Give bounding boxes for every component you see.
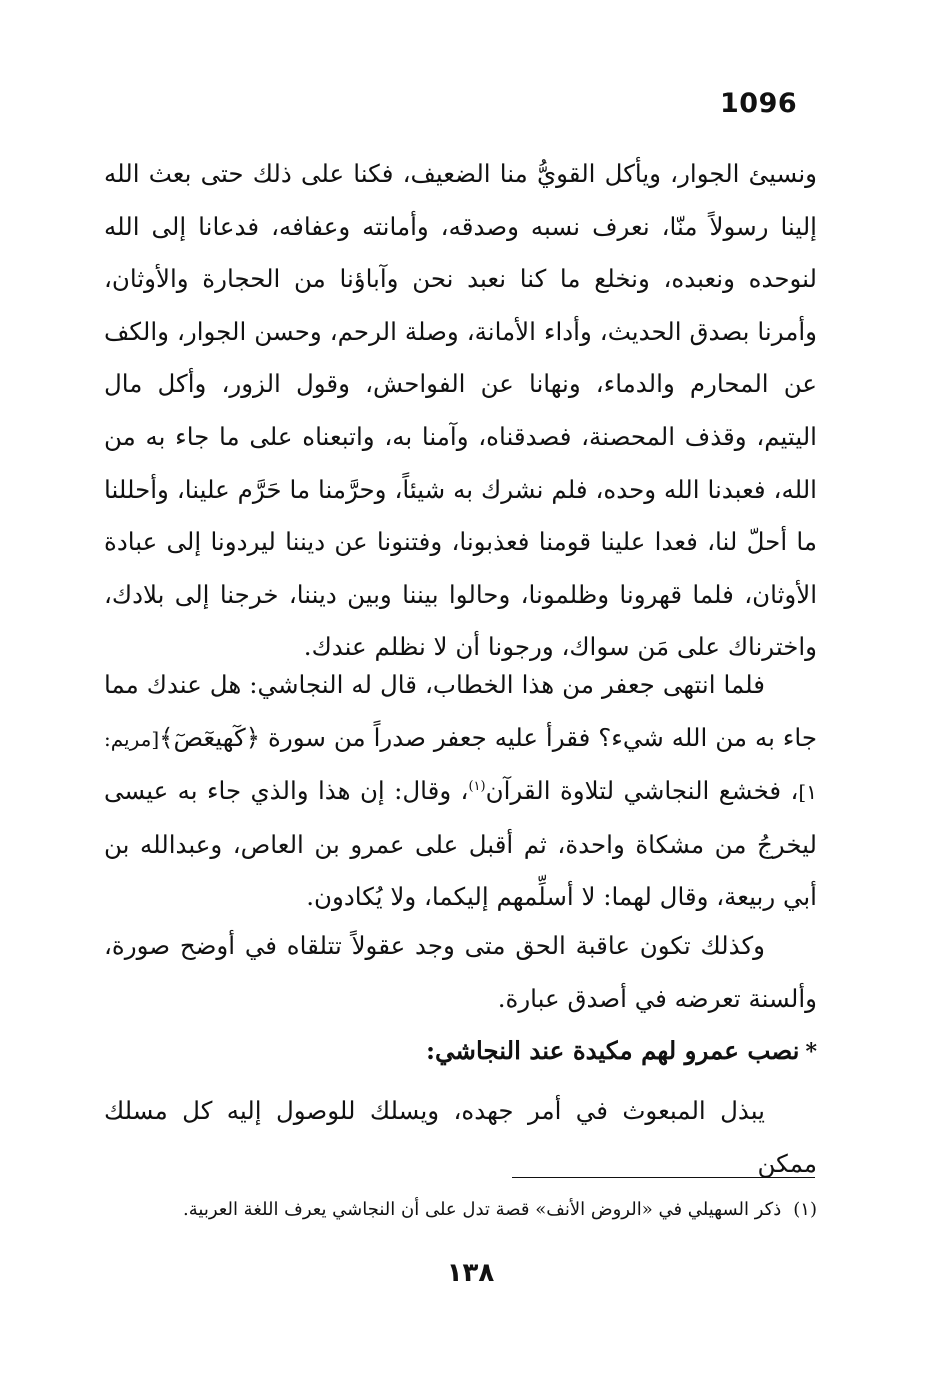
paragraph-segment: فلما انتهى جعفر من هذا الخطاب، قال له النجاشي: هل عندك مما جاء به من الله شيء؟ فقرأ عليه جعفر صدراً من سورة: [104, 670, 817, 752]
footnote-text: ذكر السهيلي في «الروض الأنف» قصة تدل على أن النجاشي يعرف اللغة العربية.: [183, 1199, 782, 1220]
heading-line: [104, 1025, 817, 1079]
paragraph-text: [104, 659, 817, 924]
paragraph-text: ونسيئ الجوار، ويأكل القويُّ منا الضعيف، فكنا على ذلك حتى بعث الله إلينا رسولاً منّا، نعرف نسبه وصدقه، وأمانته وعفافه، فدعانا إلى الله لنوحده ونعبده، ونخلع ما كنا نعبد نحن وآباؤنا من الحجارة والأوثان، وأمرنا بصدق الحديث، وأداء الأمانة، وصلة الرحم، وحسن الجوار، والكف عن المحارم والدماء، ونهانا عن الفواحش، وقول الزور، وأكل مال اليتيم، وقذف المحصنة، فصدقناه، وآمنا به، واتبعناه على ما جاء به من الله، فعبدنا الله وحده، فلم نشرك به شيئاً، وحرَّمنا ما حَرَّم علينا، وأحللنا ما أحلّ لنا، فعدا علينا قومنا فعذبونا، وفتنونا عن ديننا ليردونا إلى عبادة الأوثان، فلما قهرونا وظلمونا، وحالوا بيننا وبين ديننا، خرجنا إلى بلادك، واخترناك على مَن سواك، ورجونا أن لا نظلم عندك.: [104, 159, 817, 662]
section-heading: [104, 1025, 817, 1079]
paragraph-segment: ، وقال: إن هذا والذي جاء به عيسى ليخرجُ من مشكاة واحدة، ثم أقبل على عمرو بن العاص، وعبدالله بن أبي ربيعة، وقال لهما: لا أسلِّمهم إليكما، ولا يُكادون.: [104, 776, 817, 912]
footnote-marker: (١): [468, 779, 486, 795]
body-paragraph-2: [104, 659, 817, 924]
bottom-page-number: ١٣٨: [446, 1258, 495, 1288]
footnote-number: (١): [793, 1199, 817, 1220]
quran-verse: ﴿كٓهيعٓصٓ﴾: [159, 722, 261, 752]
body-paragraph-1: [104, 148, 817, 674]
heading-text: نصب عمرو لهم مكيدة عند النجاشي:: [425, 1036, 800, 1065]
footnote-divider: [512, 1177, 815, 1178]
paragraph-segment: ، فخشع النجاشي لتلاوة القرآن: [485, 776, 799, 806]
body-paragraph-3: [104, 920, 817, 1025]
footnote: [104, 1196, 817, 1224]
paragraph-text: يبذل المبعوث في أمر جهده، ويسلك للوصول إليه كل مسلك ممكن: [104, 1096, 817, 1178]
verse-reference: [مريم: ١]: [104, 726, 817, 805]
body-paragraph-4: [104, 1085, 817, 1190]
heading-star-marker: *: [805, 1039, 817, 1065]
paragraph-text: وكذلك تكون عاقبة الحق متى وجد عقولاً تتلقاه في أوضح صورة، وألسنة تعرضه في أصدق عبارة.: [104, 931, 817, 1013]
top-page-number: 1096: [720, 88, 798, 119]
